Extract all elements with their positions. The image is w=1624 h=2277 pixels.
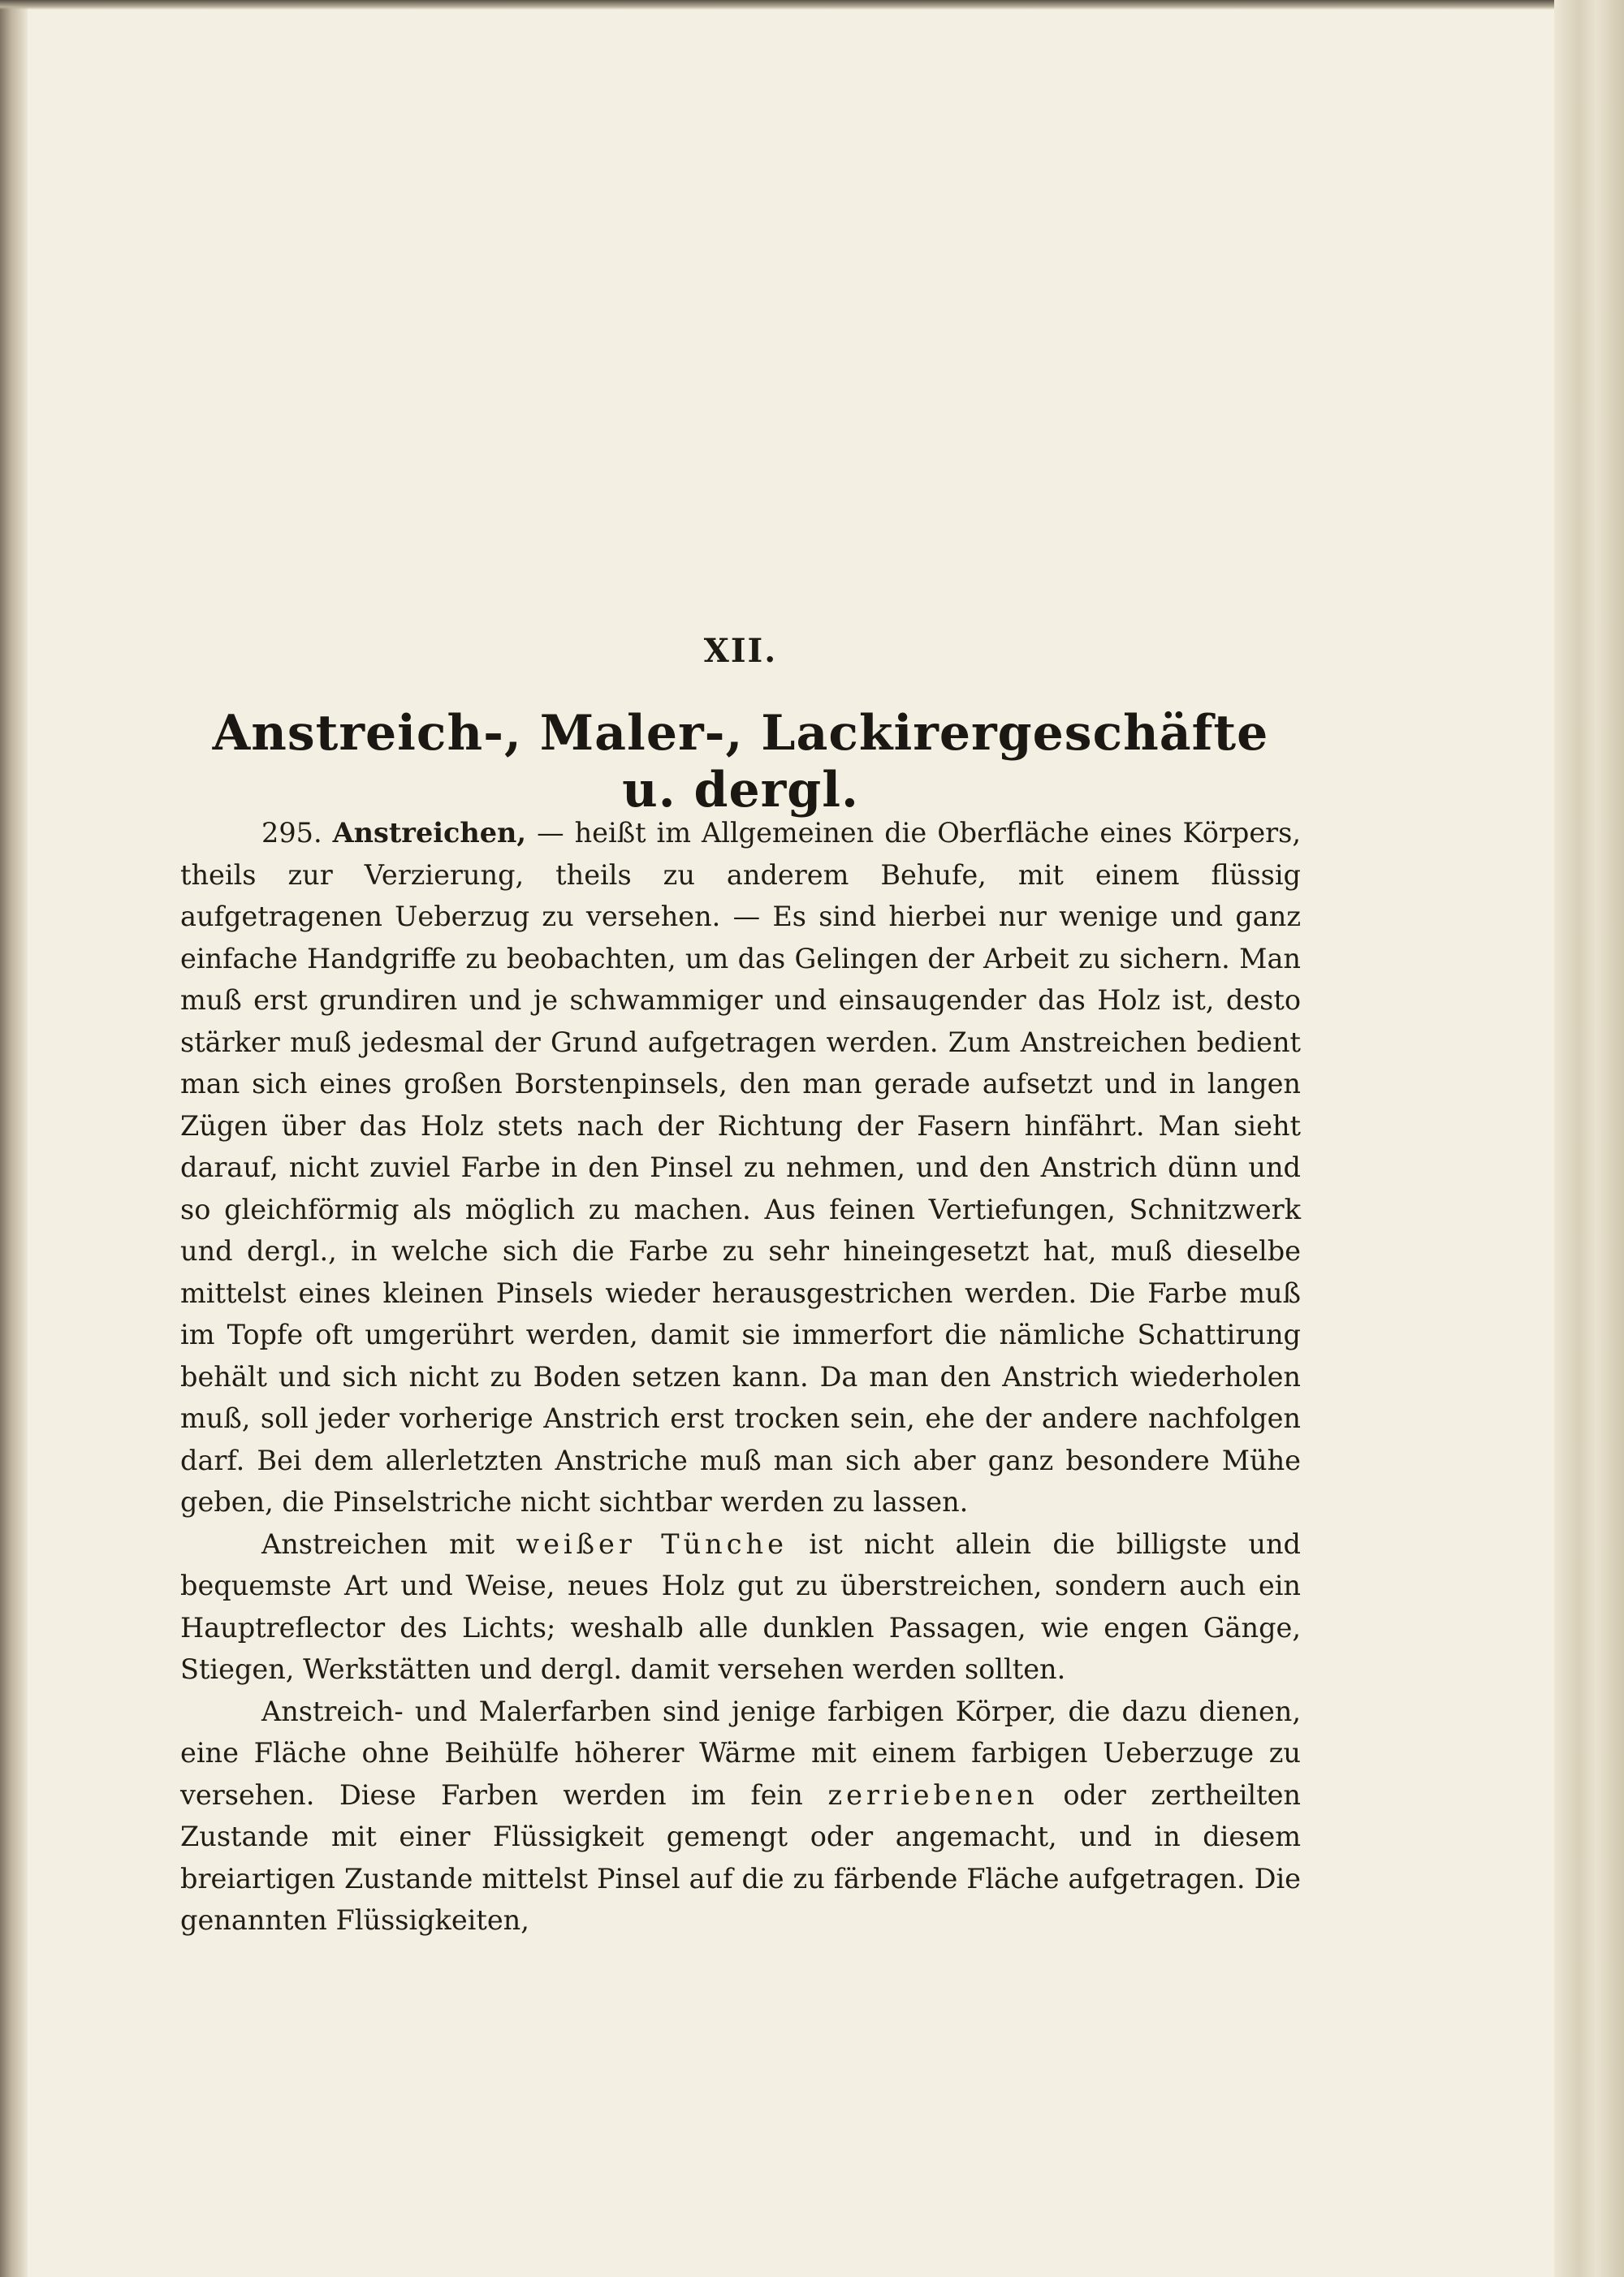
body-text — [180, 812, 1301, 1942]
chapter-number: XII. — [703, 632, 778, 670]
emphasized-term: zerriebenen — [827, 1778, 1039, 1811]
paragraph-295 — [180, 812, 1301, 1523]
paragraph-text: oder zertheilten Zustande mit einer Flüssigkeit gemengt oder angemacht, und in diesem breiartigen Zustande mittelst Pinsel auf die zu färbende Fläche aufgetragen. Die genannten Flüssigkeiten, — [180, 1778, 1301, 1936]
emphasized-term: weißer Tünche — [516, 1527, 788, 1560]
paragraph-text: Anstreich- und Malerfarben sind jenige farbigen Körper, die dazu dienen, eine Fläche ohne Beihülfe höherer Wärme mit einem farbigen Ueberzuge zu versehen. Diese Farben werden im fein — [180, 1695, 1301, 1811]
paragraph-white-wash — [180, 1523, 1301, 1691]
paragraph-text: ist nicht allein die billigste und bequemste Art und Weise, neues Holz gut zu überstreichen, sondern auch ein Hauptreflector des Lichts; weshalb alle dunklen Passagen, wie engen Gänge, Stiegen, Werkstätten und dergl. damit versehen werden sollten. — [180, 1527, 1301, 1685]
book-binding-shadow — [0, 0, 28, 2277]
chapter-title: Anstreich-, Maler-, Lackirergeschäfte u. dergl. — [212, 705, 1269, 819]
paragraph-text: — heißt im Allgemeinen die Oberfläche eines Körpers, theils zur Verzierung, theils zu anderem Behufe, mit einem flüssig aufgetragenen Ueberzug zu versehen. — Es sind hierbei nur wenige und ganz einfache Handgriffe zu beobachten, um das Gelingen der Arbeit zu sichern. Man muß erst grundiren und je schwammiger und einsaugender das Holz ist, desto stärker muß jedesmal der Grund aufgetragen werden. Zum Anstreichen bedient man sich eines großen Borstenpinsels, den man gerade aufsetzt und in langen Zügen über das Holz stets nach der Richtung der Fasern hinfährt. Man sieht darauf, nicht zuviel Farbe in den Pinsel zu nehmen, und den Anstrich dünn und so gleichförmig als möglich zu machen. Aus feinen Vertiefungen, Schnitzwerk und dergl., in welche sich die Farbe zu sehr hineingesetzt hat, muß dieselbe mittelst eines kleinen Pinsels wieder herausgestrichen werden. Die Farbe muß im Topfe oft umgerührt werden, damit sie immerfort die nämliche Schattirung behält und sich nicht zu Boden setzen kann. Da man den Anstrich wiederholen muß, soll jeder vorherige Anstrich erst trocken sein, ehe der andere nachfolgen darf. Bei dem allerletzten Anstriche muß man sich aber ganz besondere Mühe geben, die Pinselstriche nicht sichtbar werden zu lassen. — [180, 817, 1301, 1518]
paragraph-text: Anstreichen mit — [261, 1527, 495, 1560]
paragraph-paints — [180, 1691, 1301, 1942]
section-term: Anstreichen, — [332, 817, 527, 849]
section-number: 295. — [261, 817, 322, 849]
page-edge-stack — [1554, 0, 1624, 2277]
text-block — [180, 0, 1301, 2277]
